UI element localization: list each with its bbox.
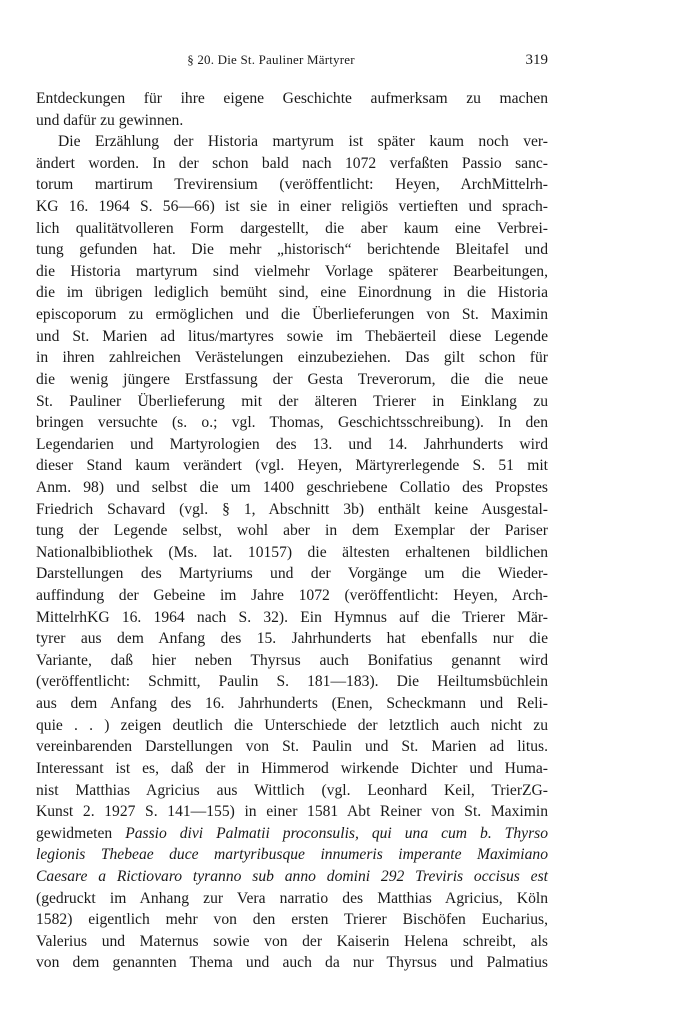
text-line bbox=[36, 628, 548, 650]
text-segment: bringen versuchte (s. o.; vgl. Thomas, Geschichtsschreibung). In den bbox=[36, 414, 548, 432]
text-segment: Darstellungen des Martyriums und der Vorgänge um die Wieder- bbox=[36, 565, 548, 583]
text-line bbox=[36, 801, 548, 823]
text-line bbox=[36, 823, 548, 845]
text-line bbox=[36, 174, 548, 196]
text-line bbox=[36, 304, 548, 326]
text-segment: Kunst 2. 1927 S. 141—155) in einer 1581 Abt Reiner von St. Maximin bbox=[36, 803, 548, 821]
text-segment: ändert worden. In der schon bald nach 1072 verfaßten Passio sanc- bbox=[36, 154, 548, 172]
text-line bbox=[36, 952, 548, 974]
text-line bbox=[36, 715, 548, 737]
text-segment: tung der Legende selbst, wohl aber in dem Exemplar der Pariser bbox=[36, 522, 548, 540]
text-line bbox=[36, 282, 548, 304]
text-line bbox=[36, 736, 548, 758]
text-line bbox=[36, 347, 548, 369]
text-segment: MittelrhKG 16. 1964 nach S. 32). Ein Hymnus auf die Trierer Mär- bbox=[36, 608, 548, 626]
text-line bbox=[36, 110, 548, 132]
text-segment: KG 16. 1964 S. 56—66) ist sie in einer religiös vertieften und sprach- bbox=[36, 198, 548, 216]
text-segment: auffindung der Gebeine im Jahre 1072 (veröffentlicht: Heyen, Arch- bbox=[36, 587, 548, 605]
text-line bbox=[36, 239, 548, 261]
text-segment: Variante, daß hier neben Thyrsus auch Bonifatius genannt wird bbox=[36, 651, 548, 669]
text-segment: gewidmeten bbox=[36, 824, 126, 842]
text-line bbox=[36, 326, 548, 348]
text-line bbox=[36, 455, 548, 477]
text-line bbox=[36, 563, 548, 585]
text-line bbox=[36, 477, 548, 499]
italic-title-text: Passio divi Palmatii proconsulis, qui una cum b. Thyrso bbox=[125, 824, 549, 842]
text-segment: in ihren zahlreichen Verästelungen einzubeziehen. Das gilt schon für bbox=[36, 349, 548, 367]
text-segment: 1582) eigentlich mehr von den ersten Trierer Bischöfen Eucharius, bbox=[36, 911, 548, 929]
text-segment: die Historia martyrum sind vielmehr Vorlage späterer Bearbeitungen, bbox=[36, 262, 548, 280]
text-segment: und dafür zu gewinnen. bbox=[36, 111, 184, 129]
text-segment: und St. Marien ad litus/martyres sowie im Thebäerteil diese Legende bbox=[36, 327, 548, 345]
running-title: § 20. Die St. Pauliner Märtyrer bbox=[187, 52, 355, 67]
text-line bbox=[36, 261, 548, 283]
text-segment: Anm. 98) und selbst die um 1400 geschriebene Collatio des Propstes bbox=[36, 478, 548, 496]
text-line bbox=[36, 650, 548, 672]
text-line bbox=[36, 520, 548, 542]
text-line bbox=[36, 131, 548, 153]
text-line bbox=[36, 909, 548, 931]
text-line bbox=[36, 780, 548, 802]
body-text bbox=[36, 88, 548, 974]
text-line bbox=[36, 931, 548, 953]
text-segment: die im übrigen lediglich bemüht sind, eine Einordnung in die Historia bbox=[36, 284, 548, 302]
text-segment: die wenig jüngere Erstfassung der Gesta Treverorum, die die neue bbox=[36, 370, 548, 388]
text-segment: aus dem Anfang des 16. Jahrhunderts (Enen, Scheckmann und Reli- bbox=[36, 695, 548, 713]
text-line bbox=[36, 369, 548, 391]
text-line bbox=[36, 412, 548, 434]
text-line bbox=[36, 542, 548, 564]
text-line bbox=[36, 153, 548, 175]
text-segment: Entdeckungen für ihre eigene Geschichte aufmerksam zu machen bbox=[36, 90, 548, 107]
text-segment: Die Erzählung der Historia martyrum ist später kaum noch ver- bbox=[58, 133, 548, 151]
text-segment: Interessant ist es, daß der in Himmerod wirkende Dichter und Huma- bbox=[36, 759, 548, 777]
text-segment: (gedruckt im Anhang zur Vera narratio des Matthias Agricius, Köln bbox=[36, 889, 548, 907]
text-line bbox=[36, 218, 548, 240]
text-segment: quie . . ) zeigen deutlich die Unterschiede der letztlich auch nicht zu bbox=[36, 716, 548, 734]
text-line bbox=[36, 607, 548, 629]
text-line bbox=[36, 88, 548, 110]
text-line bbox=[36, 888, 548, 910]
text-segment: Nationalbibliothek (Ms. lat. 10157) die ältesten erhaltenen bildlichen bbox=[36, 543, 548, 561]
text-line bbox=[36, 585, 548, 607]
text-line bbox=[36, 758, 548, 780]
text-segment: vereinbarenden Darstellungen von St. Paulin und St. Marien ad litus. bbox=[36, 738, 548, 756]
text-segment: Legendarien und Martyrologien des 13. und 14. Jahrhunderts wird bbox=[36, 435, 548, 453]
text-line bbox=[36, 693, 548, 715]
page-number: 319 bbox=[525, 52, 548, 68]
text-segment: nist Matthias Agricius aus Wittlich (vgl. Leonhard Keil, TrierZG- bbox=[36, 781, 548, 799]
italic-title-text: legionis Thebeae duce martyribusque innumeris imperante Maximiano bbox=[36, 846, 548, 864]
text-line bbox=[36, 499, 548, 521]
text-segment: dieser Stand kaum verändert (vgl. Heyen, Märtyrerlegende S. 51 mit bbox=[36, 457, 548, 475]
text-segment: Friedrich Schavard (vgl. § 1, Abschnitt 3b) enthält keine Ausgestal- bbox=[36, 500, 548, 518]
text-line bbox=[36, 844, 548, 866]
text-segment: (veröffentlicht: Schmitt, Paulin S. 181—183). Die Heiltumsbüchlein bbox=[36, 673, 548, 691]
text-line bbox=[36, 434, 548, 456]
text-line bbox=[36, 866, 548, 888]
text-segment: episcoporum zu ermöglichen und die Überlieferungen von St. Maximin bbox=[36, 306, 548, 324]
text-line bbox=[36, 196, 548, 218]
italic-title-text: Caesare a Rictiovaro tyranno sub anno domini 292 Treviris occisus est bbox=[36, 867, 548, 885]
text-line bbox=[36, 671, 548, 693]
text-segment: tung gefunden hat. Die mehr „historisch“ berichtende Bleitafel und bbox=[36, 241, 548, 259]
text-segment: St. Pauliner Überlieferung mit der älteren Trierer in Einklang zu bbox=[36, 392, 548, 410]
text-segment: Valerius und Maternus sowie von der Kaiserin Helena schreibt, als bbox=[36, 932, 548, 950]
text-segment: von dem genannten Thema und auch da nur Thyrsus und Palmatius bbox=[36, 954, 548, 972]
text-segment: tyrer aus dem Anfang des 15. Jahrhunderts hat ebenfalls nur die bbox=[36, 630, 548, 648]
text-line bbox=[36, 391, 548, 413]
text-segment: lich qualitätvolleren Form dargestellt, die aber kaum eine Verbrei- bbox=[36, 219, 548, 237]
text-segment: torum martirum Trevirensium (veröffentlicht: Heyen, ArchMittelrh- bbox=[36, 176, 548, 194]
